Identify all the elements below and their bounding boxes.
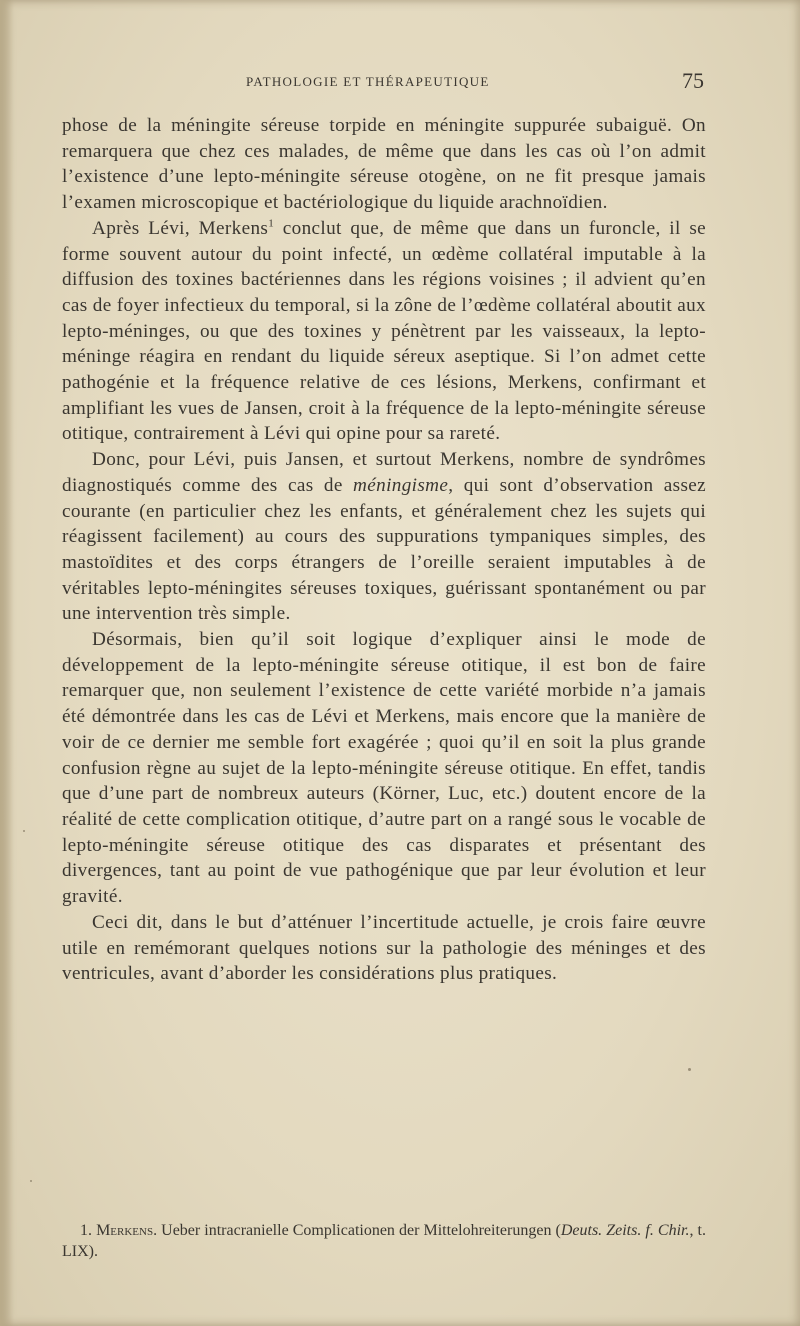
paragraph-2-start: Après Lévi, Merkens	[92, 217, 269, 239]
footnote-volume: , t. LIX).	[62, 1222, 706, 1260]
paper-speck	[23, 830, 25, 832]
body-text	[62, 113, 706, 987]
running-head: PATHOLOGIE ET THÉRAPEUTIQUE	[246, 74, 490, 89]
footnote-ref: 1	[268, 217, 275, 230]
emphasis-meningisme: méningisme	[353, 474, 449, 496]
paper-speck	[30, 1180, 32, 1182]
footnote-title: Ueber intracranielle Complicationen der Mittelohreiterungen (	[157, 1222, 561, 1239]
paragraph-3-rest: , qui sont d’observation assez courante (en particulier chez les enfants, et généralement chez les sujets qui réagissent facilement) au cours des suppurations tympaniques simples, des mastoïdites et des corps étrangers de l’oreille seraient imputables à de véritables lepto-méningites séreuses toxiques, guérissant spontanément ou par une intervention très simple.	[62, 474, 706, 625]
paragraph-2-rest: conclut que, de même que dans un furoncle, il se forme souvent autour du point infecté, un œdème collatéral imputable à la diffusion des toxines bactériennes dans les régions voisines ; il advient qu’en cas de foyer infectieux du temporal, si la zône de l’œdème collatéral aboutit aux lepto-méninges, ou que des toxines y pénètrent par les vaisseaux, la lepto-méninge réagira en rendant du liquide séreux aseptique. Si l’on admet cette pathogénie et la fréquence relative de ces lésions, Merkens, confirmant et amplifiant les vues de Jansen, croit à la fréquence de la lepto-méningite séreuse otitique, contrairement à Lévi qui opine pour sa rareté.	[62, 217, 707, 445]
page-header	[0, 62, 800, 102]
page-gutter-shadow	[0, 0, 14, 1326]
paragraph-4: Désormais, bien qu’il soit logique d’expliquer ainsi le mode de développement de la lepto-méningite séreuse otitique, il est bon de faire remarquer que, non seulement l’existence de cette variété morbide n’a jamais été démontrée dans les cas de Lévi et Merkens, mais encore que la manière de voir de ce dernier me semble fort exagérée ; quoi qu’il en soit la plus grande confusion règne au sujet de la lepto-méningite séreuse otitique. En effet, tandis que d’une part de nombreux auteurs (Körner, Luc, etc.) doutent encore de la réalité de cette complication otitique, d’autre part on a rangé sous le vocable de lepto-méningite séreuse otitique des cas disparates et présentant des divergences, tant au point de vue pathogénique que par leur évolution et leur gravité.	[62, 629, 706, 908]
paragraph-2	[62, 216, 706, 447]
page-number: 75	[682, 68, 704, 93]
paragraph-1: phose de la méningite séreuse torpide en méningite suppurée subaiguë. On remarquera que chez ces malades, de même que dans les cas où l’on admit l’existence d’une lepto-méningite séreuse otogène, on ne fit presque jamais l’examen microscopique et bactériologique du liquide arachnoïdien.	[62, 115, 706, 214]
footnote	[62, 1220, 706, 1262]
paragraph-3-start: Donc, pour Lévi, puis Jansen, et surtout Merkens, nombre de syndrômes diagnostiqués comme des cas de	[62, 449, 706, 496]
paper-speck	[688, 1068, 691, 1071]
footnote-number: 1.	[80, 1222, 92, 1239]
footnote-journal: Deuts. Zeits. f. Chir.	[560, 1222, 690, 1239]
paragraph-5: Ceci dit, dans le but d’atténuer l’incertitude actuelle, je crois faire œuvre utile en remémorant quelques notions sur la pathologie des méninges et des ventricules, avant d’aborder les considérations plus pratiques.	[62, 911, 706, 985]
footnote-author: Merkens.	[96, 1222, 158, 1239]
paragraph-3	[62, 447, 706, 627]
